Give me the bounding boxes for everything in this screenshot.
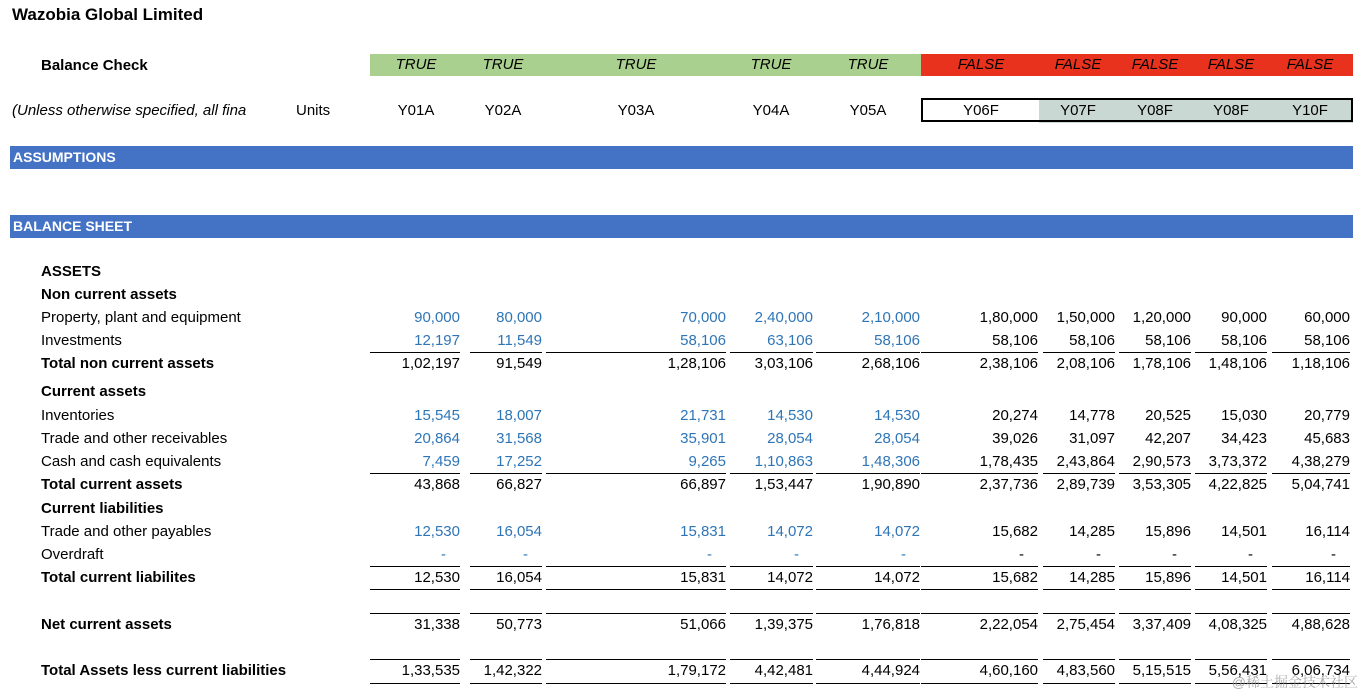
table-cell[interactable]: 31,338 — [414, 616, 460, 633]
total-rule — [730, 683, 813, 684]
table-cell[interactable]: 58,106 — [1221, 332, 1267, 349]
table-cell[interactable]: 14,072 — [874, 523, 920, 540]
table-cell[interactable]: 58,106 — [1069, 332, 1115, 349]
table-cell[interactable]: 21,731 — [680, 407, 726, 424]
table-cell[interactable]: 1,10,863 — [754, 453, 813, 470]
total-rule — [546, 589, 726, 590]
total-rule — [1043, 659, 1115, 660]
year-header[interactable]: Y03A — [617, 102, 655, 119]
table-cell[interactable]: 1,80,000 — [979, 309, 1038, 326]
row-label: Non current assets — [41, 286, 177, 303]
table-cell[interactable]: 4,60,160 — [979, 662, 1038, 679]
table-cell[interactable]: 2,89,739 — [1056, 476, 1115, 493]
total-rule — [1043, 613, 1115, 614]
row-label: Net current assets — [41, 616, 172, 633]
table-cell[interactable]: 1,20,000 — [1132, 309, 1191, 326]
table-cell[interactable]: - — [523, 546, 528, 563]
table-cell[interactable]: 3,03,106 — [754, 355, 813, 372]
table-cell[interactable]: 15,831 — [680, 523, 726, 540]
table-cell[interactable]: 2,75,454 — [1056, 616, 1115, 633]
table-cell[interactable]: 2,38,106 — [979, 355, 1038, 372]
table-cell[interactable]: 45,683 — [1304, 430, 1350, 447]
table-cell[interactable]: 16,054 — [496, 523, 542, 540]
total-rule — [370, 589, 460, 590]
year-header[interactable]: Y04A — [752, 102, 790, 119]
total-rule — [370, 659, 460, 660]
total-rule — [816, 589, 920, 590]
table-cell[interactable]: 2,68,106 — [861, 355, 920, 372]
table-cell[interactable]: 14,072 — [874, 569, 920, 586]
total-rule — [1272, 613, 1350, 614]
total-rule — [470, 659, 542, 660]
total-rule — [921, 613, 1038, 614]
table-cell[interactable]: 4,44,924 — [861, 662, 920, 679]
table-cell[interactable]: 1,48,106 — [1208, 355, 1267, 372]
table-cell[interactable]: 58,106 — [874, 332, 920, 349]
row-label: Current liabilities — [41, 500, 164, 517]
table-cell[interactable]: 14,778 — [1069, 407, 1115, 424]
company-title: Wazobia Global Limited — [12, 5, 204, 24]
table-cell[interactable]: 91,549 — [496, 355, 542, 372]
table-cell[interactable]: 14,501 — [1221, 523, 1267, 540]
watermark: @稀土掘金技术社区 — [1231, 674, 1358, 690]
table-cell[interactable]: 39,026 — [992, 430, 1038, 447]
total-rule — [1272, 659, 1350, 660]
table-cell[interactable]: 90,000 — [1221, 309, 1267, 326]
table-cell[interactable]: 2,40,000 — [754, 309, 813, 326]
table-cell[interactable]: 6,06,734 — [1291, 662, 1350, 679]
year-header[interactable]: Y01A — [397, 102, 435, 119]
balance-sheet-section[interactable]: BALANCE SHEET — [10, 215, 1353, 238]
table-cell[interactable]: 66,897 — [680, 476, 726, 493]
balance-check-value: FALSE — [1054, 56, 1102, 73]
table-cell[interactable]: 17,252 — [496, 453, 542, 470]
table-cell[interactable]: 5,15,515 — [1132, 662, 1191, 679]
table-cell[interactable]: 18,007 — [496, 407, 542, 424]
assumptions-section[interactable]: ASSUMPTIONS — [10, 146, 1353, 169]
table-cell[interactable]: 4,88,628 — [1291, 616, 1350, 633]
total-rule — [921, 589, 1038, 590]
table-cell[interactable]: 2,43,864 — [1056, 453, 1115, 470]
table-cell[interactable]: 34,423 — [1221, 430, 1267, 447]
row-label: Total Assets less current liabilities — [41, 662, 287, 679]
total-rule — [470, 613, 542, 614]
table-cell[interactable]: - — [1331, 546, 1336, 563]
total-rule — [546, 659, 726, 660]
table-cell[interactable]: 15,030 — [1221, 407, 1267, 424]
total-rule — [370, 683, 460, 684]
table-cell[interactable]: 3,37,409 — [1132, 616, 1191, 633]
table-cell[interactable]: 5,56,431 — [1208, 662, 1267, 679]
table-cell[interactable]: 50,773 — [496, 616, 542, 633]
table-cell[interactable]: 15,682 — [992, 523, 1038, 540]
table-cell[interactable]: - — [1172, 546, 1177, 563]
table-cell[interactable]: 58,106 — [680, 332, 726, 349]
table-cell[interactable]: 16,114 — [1305, 569, 1350, 586]
table-cell[interactable]: 15,896 — [1145, 523, 1191, 540]
table-cell[interactable]: 4,83,560 — [1056, 662, 1115, 679]
units-note: (Unless otherwise specified, all fina — [12, 102, 247, 119]
table-cell[interactable]: 14,285 — [1069, 523, 1115, 540]
table-cell[interactable]: 1,28,106 — [667, 355, 726, 372]
table-cell[interactable]: 16,114 — [1305, 523, 1350, 540]
total-rule — [1195, 613, 1267, 614]
table-cell[interactable]: 1,53,447 — [754, 476, 813, 493]
table-cell[interactable]: 14,530 — [767, 407, 813, 424]
total-rule — [1119, 613, 1191, 614]
balance-check-value: TRUE — [615, 56, 657, 73]
table-cell[interactable]: 58,106 — [992, 332, 1038, 349]
table-cell[interactable]: 2,90,573 — [1132, 453, 1191, 470]
total-rule — [921, 683, 1038, 684]
balance-check-value: TRUE — [847, 56, 889, 73]
total-rule — [1119, 589, 1191, 590]
table-cell[interactable]: - — [1019, 546, 1024, 563]
total-rule — [730, 659, 813, 660]
table-cell[interactable]: 31,568 — [496, 430, 542, 447]
table-cell[interactable]: 15,545 — [414, 407, 460, 424]
table-cell[interactable]: 58,106 — [1304, 332, 1350, 349]
table-cell[interactable]: 66,827 — [496, 476, 542, 493]
year-header[interactable]: Y08F — [1137, 102, 1173, 119]
table-cell[interactable]: - — [1248, 546, 1253, 563]
table-cell[interactable]: 1,90,890 — [861, 476, 920, 493]
table-cell[interactable]: 4,08,325 — [1208, 616, 1267, 633]
table-cell[interactable]: 28,054 — [874, 430, 920, 447]
table-cell[interactable]: - — [794, 546, 799, 563]
table-cell[interactable]: 4,38,279 — [1291, 453, 1350, 470]
row-label: Investments — [41, 332, 122, 349]
total-rule — [470, 589, 542, 590]
table-cell[interactable]: 14,501 — [1221, 569, 1267, 586]
table-cell[interactable]: 12,530 — [414, 523, 460, 540]
total-rule — [730, 589, 813, 590]
total-rule — [1043, 589, 1115, 590]
balance-check-value: FALSE — [957, 56, 1005, 73]
table-cell[interactable]: 15,896 — [1145, 569, 1191, 586]
table-cell[interactable]: 4,42,481 — [754, 662, 813, 679]
total-rule — [816, 659, 920, 660]
balance-check-value: TRUE — [750, 56, 792, 73]
table-cell[interactable]: 15,831 — [680, 569, 726, 586]
row-label: Total current assets — [41, 476, 183, 493]
table-cell[interactable]: 12,197 — [414, 332, 460, 349]
row-label: Total current liabilites — [41, 569, 196, 586]
table-cell[interactable]: 1,79,172 — [667, 662, 726, 679]
table-cell[interactable]: 1,33,535 — [401, 662, 460, 679]
table-cell[interactable]: 14,072 — [767, 569, 813, 586]
table-cell[interactable]: 80,000 — [496, 309, 542, 326]
row-label: Property, plant and equipment — [41, 309, 241, 326]
table-cell[interactable]: 43,868 — [414, 476, 460, 493]
table-cell[interactable]: 2,22,054 — [979, 616, 1038, 633]
total-rule — [1119, 659, 1191, 660]
total-rule — [1195, 589, 1267, 590]
table-cell[interactable]: 58,106 — [1145, 332, 1191, 349]
total-rule — [546, 683, 726, 684]
table-cell[interactable]: 51,066 — [680, 616, 726, 633]
table-cell[interactable]: 63,106 — [767, 332, 813, 349]
year-header[interactable]: Y02A — [484, 102, 522, 119]
total-rule — [1272, 589, 1350, 590]
table-cell[interactable]: 70,000 — [680, 309, 726, 326]
table-cell[interactable]: 60,000 — [1304, 309, 1350, 326]
table-cell[interactable]: 12,530 — [414, 569, 460, 586]
table-cell[interactable]: 3,53,305 — [1132, 476, 1191, 493]
year-header[interactable]: Y08F — [1213, 102, 1249, 119]
table-cell[interactable]: 20,525 — [1145, 407, 1191, 424]
total-rule — [1195, 659, 1267, 660]
table-cell[interactable]: 20,864 — [414, 430, 460, 447]
table-cell[interactable]: 14,530 — [874, 407, 920, 424]
table-cell[interactable]: 4,22,825 — [1208, 476, 1267, 493]
table-cell[interactable]: 20,274 — [992, 407, 1038, 424]
balance-check-value: FALSE — [1207, 56, 1255, 73]
row-label: Total non current assets — [41, 355, 215, 372]
units-header: Units — [296, 102, 331, 119]
table-cell[interactable]: 1,48,306 — [861, 453, 920, 470]
row-label: Trade and other payables — [41, 523, 212, 540]
table-cell[interactable]: 1,18,106 — [1291, 355, 1350, 372]
table-cell[interactable]: 1,39,375 — [754, 616, 813, 633]
table-cell[interactable]: 20,779 — [1304, 407, 1350, 424]
total-rule — [370, 613, 460, 614]
balance-check-label: Balance Check — [41, 57, 148, 74]
table-cell[interactable]: 5,04,741 — [1291, 476, 1350, 493]
table-cell[interactable]: - — [901, 546, 906, 563]
total-rule — [730, 613, 813, 614]
table-cell[interactable]: - — [441, 546, 446, 563]
balance-check-value: FALSE — [1286, 56, 1334, 73]
table-cell[interactable]: 1,78,106 — [1132, 355, 1191, 372]
table-cell[interactable]: 16,054 — [496, 569, 542, 586]
row-label: ASSETS — [41, 263, 102, 280]
table-cell[interactable]: 2,10,000 — [861, 309, 920, 326]
table-cell[interactable]: 1,42,322 — [483, 662, 542, 679]
table-cell[interactable]: 35,901 — [680, 430, 726, 447]
total-rule — [470, 683, 542, 684]
table-cell[interactable]: 90,000 — [414, 309, 460, 326]
year-header[interactable]: Y05A — [849, 102, 887, 119]
table-cell[interactable]: 7,459 — [422, 453, 460, 470]
table-cell[interactable]: 42,207 — [1145, 430, 1191, 447]
table-cell[interactable]: 14,285 — [1069, 569, 1115, 586]
table-cell[interactable]: 3,73,372 — [1208, 453, 1267, 470]
total-rule — [1119, 683, 1191, 684]
total-rule — [921, 659, 1038, 660]
total-rule — [546, 613, 726, 614]
total-rule — [816, 613, 920, 614]
year-header[interactable]: Y06F — [963, 102, 999, 119]
year-header[interactable]: Y10F — [1292, 102, 1328, 119]
balance-check-value: TRUE — [482, 56, 524, 73]
table-cell[interactable]: 2,08,106 — [1056, 355, 1115, 372]
table-cell[interactable]: 1,76,818 — [861, 616, 920, 633]
balance-check-value: FALSE — [1131, 56, 1179, 73]
table-cell[interactable]: 1,02,197 — [401, 355, 460, 372]
total-rule — [1043, 683, 1115, 684]
row-label: Overdraft — [41, 546, 104, 563]
table-cell[interactable]: - — [707, 546, 712, 563]
balance-check-value: TRUE — [395, 56, 437, 73]
total-rule — [816, 683, 920, 684]
table-cell[interactable]: 9,265 — [688, 453, 726, 470]
table-cell[interactable]: 11,549 — [497, 332, 542, 349]
year-header[interactable]: Y07F — [1060, 102, 1096, 119]
table-cell[interactable]: 1,78,435 — [979, 453, 1038, 470]
table-cell[interactable]: 2,37,736 — [979, 476, 1038, 493]
table-cell[interactable]: 15,682 — [992, 569, 1038, 586]
table-cell[interactable]: 31,097 — [1069, 430, 1115, 447]
row-label: Cash and cash equivalents — [41, 453, 222, 470]
row-label: Trade and other receivables — [41, 430, 228, 447]
table-cell[interactable]: 28,054 — [767, 430, 813, 447]
table-cell[interactable]: - — [1096, 546, 1101, 563]
table-cell[interactable]: 14,072 — [767, 523, 813, 540]
row-label: Current assets — [41, 383, 147, 400]
row-label: Inventories — [41, 407, 115, 424]
table-cell[interactable]: 1,50,000 — [1056, 309, 1115, 326]
